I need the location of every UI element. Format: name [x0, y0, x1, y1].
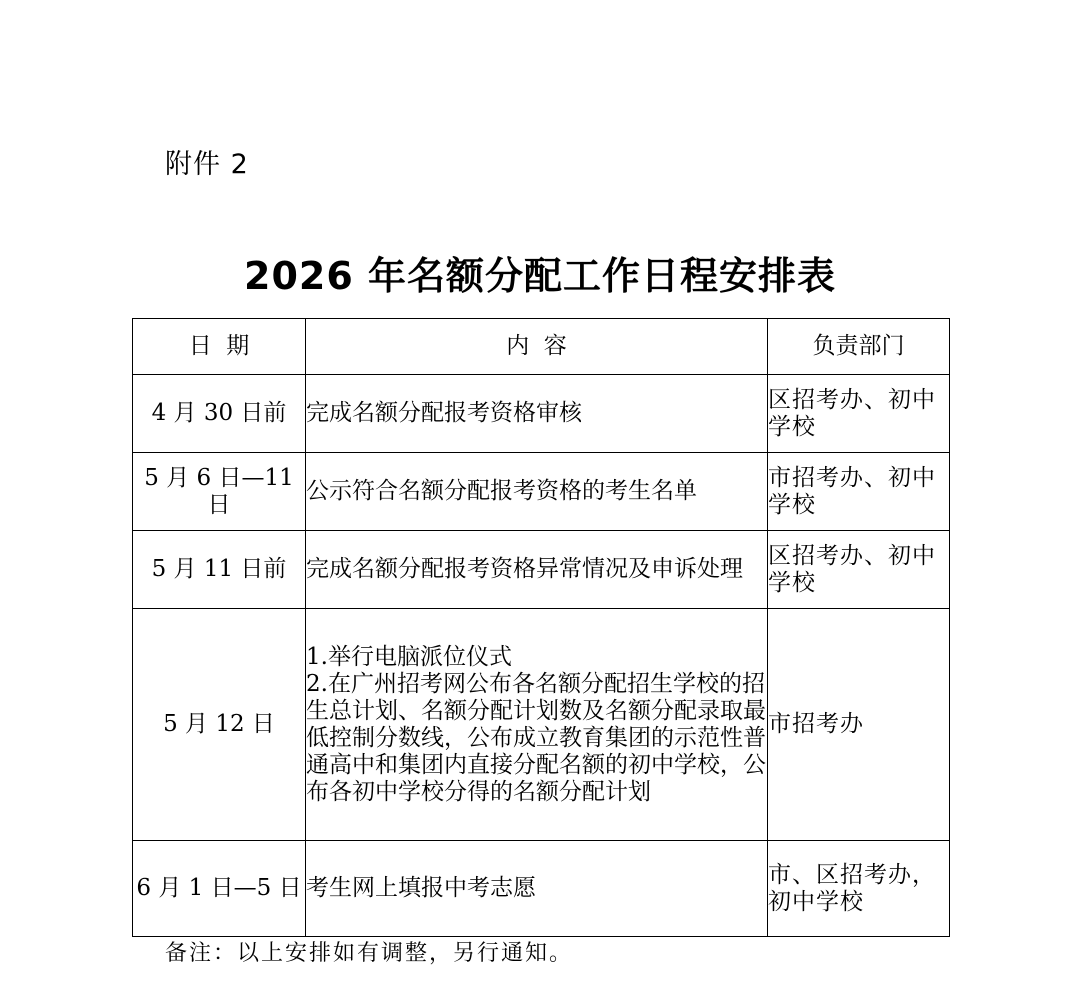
content-line: 完成名额分配报考资格审核: [306, 400, 582, 426]
department-cell: 市招考办: [768, 609, 950, 841]
table-header-row: [133, 319, 950, 375]
attachment-label: 附件 2: [165, 149, 249, 180]
table-row: [133, 453, 950, 531]
department-cell: 市、区招考办，初中学校: [768, 841, 950, 937]
date-cell: 5 月 6 日—11 日: [133, 453, 306, 531]
date-cell: 6 月 1 日—5 日: [133, 841, 306, 937]
table-row: [133, 609, 950, 841]
page-title: 2026 年名额分配工作日程安排表: [244, 254, 836, 298]
content-cell: [306, 453, 768, 531]
content-cell: [306, 531, 768, 609]
content-cell: [306, 841, 768, 937]
date-cell: 4 月 30 日前: [133, 375, 306, 453]
content-line: 考生网上填报中考志愿: [306, 875, 536, 901]
schedule-table: [132, 318, 950, 937]
content-cell: [306, 375, 768, 453]
content-line: 公示符合名额分配报考资格的考生名单: [306, 478, 697, 504]
table-row: [133, 375, 950, 453]
date-cell: 5 月 11 日前: [133, 531, 306, 609]
date-cell: 5 月 12 日: [133, 609, 306, 841]
table-row: [133, 531, 950, 609]
content-line: 2.在广州招考网公布各名额分配招生学校的招生总计划、名额分配计划数及名额分配录取最低控制分数线，公布成立教育集团的示范性普通高中和集团内直接分配名额的初中学校，公布各初中学校分得的名额分配计划: [306, 670, 766, 805]
header-date: 日 期: [133, 319, 306, 375]
content-line: 1.举行电脑派位仪式: [306, 643, 512, 670]
department-cell: 区招考办、初中学校: [768, 375, 950, 453]
header-department: 负责部门: [768, 319, 950, 375]
department-cell: 市招考办、初中学校: [768, 453, 950, 531]
content-cell: [306, 609, 768, 841]
table-row: [133, 841, 950, 937]
content-line: 完成名额分配报考资格异常情况及申诉处理: [306, 556, 743, 582]
footnote: 备注：以上安排如有调整，另行通知。: [165, 941, 574, 966]
header-content: 内 容: [306, 319, 768, 375]
department-cell: 区招考办、初中学校: [768, 531, 950, 609]
